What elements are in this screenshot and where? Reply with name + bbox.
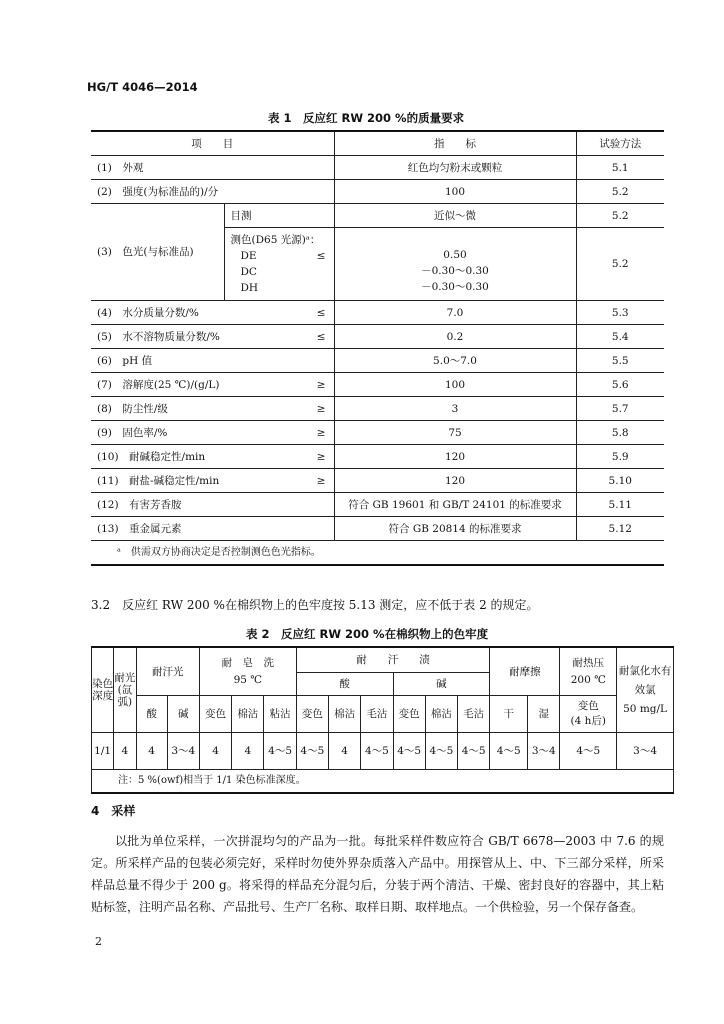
sub-line-de: DE ≤ [231, 248, 334, 264]
row-spec: 红色均匀粉末或颗粒 [334, 156, 576, 180]
header-chlorine: 耐氯化水有效氯 50 mg/L [617, 647, 674, 733]
table2-note: 注：5 %(owf)相当于 1/1 染色标准深度。 [92, 770, 674, 794]
header-acid: 酸 [296, 673, 393, 696]
row-spec: 近似～微 [334, 204, 576, 228]
row-spec: 符合 GB 20814 的标准要求 [334, 517, 576, 541]
header-sl-acid: 酸 [136, 696, 167, 733]
table-row [91, 469, 664, 493]
le-mark: ≤ [316, 250, 326, 262]
header-stain: 粘沾 [264, 696, 296, 733]
table-row [91, 373, 664, 397]
header-hot-press: 耐热压 200 ℃ [560, 647, 617, 696]
header-method: 试验方法 [576, 131, 664, 156]
row-method: 5.11 [576, 493, 664, 517]
sub-instrument-head: 测色(D65 光源)ᵃ： [230, 234, 321, 246]
table-row [91, 156, 664, 180]
row-method: 5.7 [576, 397, 664, 421]
header-alkali: 碱 [393, 673, 490, 696]
table2-caption: 表 2 反应红 RW 200 %在棉织物上的色牢度 [246, 627, 489, 641]
table-row [91, 445, 664, 469]
header-sweat: 耐 汗 渍 [296, 647, 490, 673]
header-soap: 耐 皂 洗 95 ℃ [199, 647, 296, 696]
table-footnote-row [91, 541, 664, 566]
row-spec: 0.50 －0.30～0.30 －0.30～0.30 [334, 228, 576, 301]
row-label: (7) 溶解度(25 ℃)/(g/L) ≥ [91, 373, 334, 397]
page-number: 2 [95, 935, 102, 948]
row-label: (10) 耐碱稳定性/min ≥ [91, 445, 334, 469]
table1-caption: 表 1 反应红 RW 200 %的质量要求 [268, 111, 465, 125]
row-method: 5.9 [576, 445, 664, 469]
row-method: 5.2 [576, 228, 664, 301]
value-cell: 3～4 [167, 733, 199, 770]
row-label: (6) pH 值 [91, 349, 334, 373]
table-row [91, 349, 664, 373]
table-row [91, 517, 664, 541]
row-spec: 120 [334, 445, 576, 469]
quality-requirements-table [91, 130, 664, 566]
value-cell: 4 [328, 733, 360, 770]
standard-number: HG/T 4046—2014 [87, 80, 198, 94]
row-method: 5.2 [576, 180, 664, 204]
header-hot-change: 变色 (4 h后) [560, 696, 617, 733]
table-row [91, 204, 664, 228]
value-cell: 4～5 [490, 733, 528, 770]
sub-line-dh: DH [240, 282, 259, 294]
header-cotton: 棉沾 [328, 696, 360, 733]
table-header-row [91, 131, 664, 156]
header-change: 变色 [296, 696, 328, 733]
value-cell: 4～5 [361, 733, 393, 770]
header-dry: 干 [490, 696, 528, 733]
table-header-row [92, 696, 674, 733]
row-sub-visual: 目测 [224, 204, 334, 228]
row-method: 5.12 [576, 517, 664, 541]
header-sl-alkali: 碱 [167, 696, 199, 733]
value-cell: 4～5 [458, 733, 490, 770]
value-cell: 4 [114, 733, 136, 770]
header-item: 项 目 [91, 131, 334, 156]
value-cell: 3～4 [617, 733, 674, 770]
row-method: 5.2 [576, 204, 664, 228]
value-cell: 3～4 [528, 733, 560, 770]
row-label: (8) 防尘性/级 ≥ [91, 397, 334, 421]
row-spec: 3 [334, 397, 576, 421]
section-4-body: 以批为单位采样，一次拼混均匀的产品为一批。每批采样件数应符合 GB/T 6678—2003 中 7.6 的规定。所采样产品的包装必须完好，采样时勿使外界杂质落入产品中。用探管从上、中、下三部分采样，所采样品总量不得少于 200 g。将采得的样品充分混匀后，分装于两个清洁、干燥、密封良好的容器中，其上粘贴标签，注明产品名称、产品批号、生产厂名称、取样日期、取样地点。一个供检验，另一个保存备查。 [91, 834, 664, 914]
row-method: 5.3 [576, 301, 664, 325]
row-spec: 75 [334, 421, 576, 445]
row-spec: 100 [334, 373, 576, 397]
header-change: 变色 [199, 696, 231, 733]
value-cell: 4～5 [393, 733, 425, 770]
value-cell: 4～5 [296, 733, 328, 770]
row-label: (9) 固色率/% ≥ [91, 421, 334, 445]
row-method: 5.4 [576, 325, 664, 349]
row-label: (13) 重金属元素 [91, 517, 334, 541]
color-fastness-table [91, 646, 674, 794]
row-label: (1) 外观 [91, 156, 334, 180]
row-label: (12) 有害芳香胺 [91, 493, 334, 517]
table-row [91, 493, 664, 517]
header-change: 变色 [393, 696, 425, 733]
row-spec: 7.0 [334, 301, 576, 325]
table-row [91, 180, 664, 204]
sub-line-dc: DC [240, 266, 257, 278]
table-row [91, 325, 664, 349]
row-label: (3) 色光(与标准品) [91, 204, 224, 301]
row-label: (11) 耐盐-碱稳定性/min ≥ [91, 469, 334, 493]
value-cell: 4～5 [425, 733, 457, 770]
row-method: 5.10 [576, 469, 664, 493]
row-spec: 120 [334, 469, 576, 493]
row-sub-instrument [224, 228, 334, 301]
row-label: (2) 强度(为标准品的)/分 [91, 180, 334, 204]
value-cell: 4～5 [560, 733, 617, 770]
header-wool: 毛沾 [361, 696, 393, 733]
header-cotton: 棉沾 [425, 696, 457, 733]
table-header-row [92, 647, 674, 673]
table-row [92, 733, 674, 770]
table-row [91, 301, 664, 325]
value-cell: 4 [136, 733, 167, 770]
row-spec: 5.0～7.0 [334, 349, 576, 373]
row-spec: 0.2 [334, 325, 576, 349]
header-sweat-light: 耐汗光 [136, 647, 199, 696]
row-method: 5.8 [576, 421, 664, 445]
row-method: 5.5 [576, 349, 664, 373]
header-wet: 湿 [528, 696, 560, 733]
section-4-title: 4 采样 [91, 804, 136, 818]
header-wool: 毛沾 [458, 696, 490, 733]
clause-3-2: 3.2 反应红 RW 200 %在棉织物上的色牢度按 5.13 测定，应不低于表 2 的规定。 [91, 598, 539, 612]
header-light: 耐光(氙弧) [114, 647, 136, 733]
row-spec: 100 [334, 180, 576, 204]
value-cell: 4 [232, 733, 264, 770]
header-rub: 耐摩擦 [490, 647, 560, 696]
table-note-row [92, 770, 674, 794]
value-cell: 4 [199, 733, 231, 770]
row-method: 5.6 [576, 373, 664, 397]
table-row [91, 421, 664, 445]
value-cell: 1/1 [92, 733, 114, 770]
header-depth: 染色深度 [92, 647, 114, 733]
table1-footnote: ᵃ 供需双方协商决定是否控制测色色光指标。 [91, 541, 664, 566]
row-method: 5.1 [576, 156, 664, 180]
value-cell: 4～5 [264, 733, 296, 770]
row-label: (4) 水分质量分数/% ≤ [91, 301, 334, 325]
header-cotton: 棉沾 [232, 696, 264, 733]
row-spec: 符合 GB 19601 和 GB/T 24101 的标准要求 [334, 493, 576, 517]
table-row [91, 397, 664, 421]
row-label: (5) 水不溶物质量分数/% ≤ [91, 325, 334, 349]
header-spec: 指 标 [334, 131, 576, 156]
